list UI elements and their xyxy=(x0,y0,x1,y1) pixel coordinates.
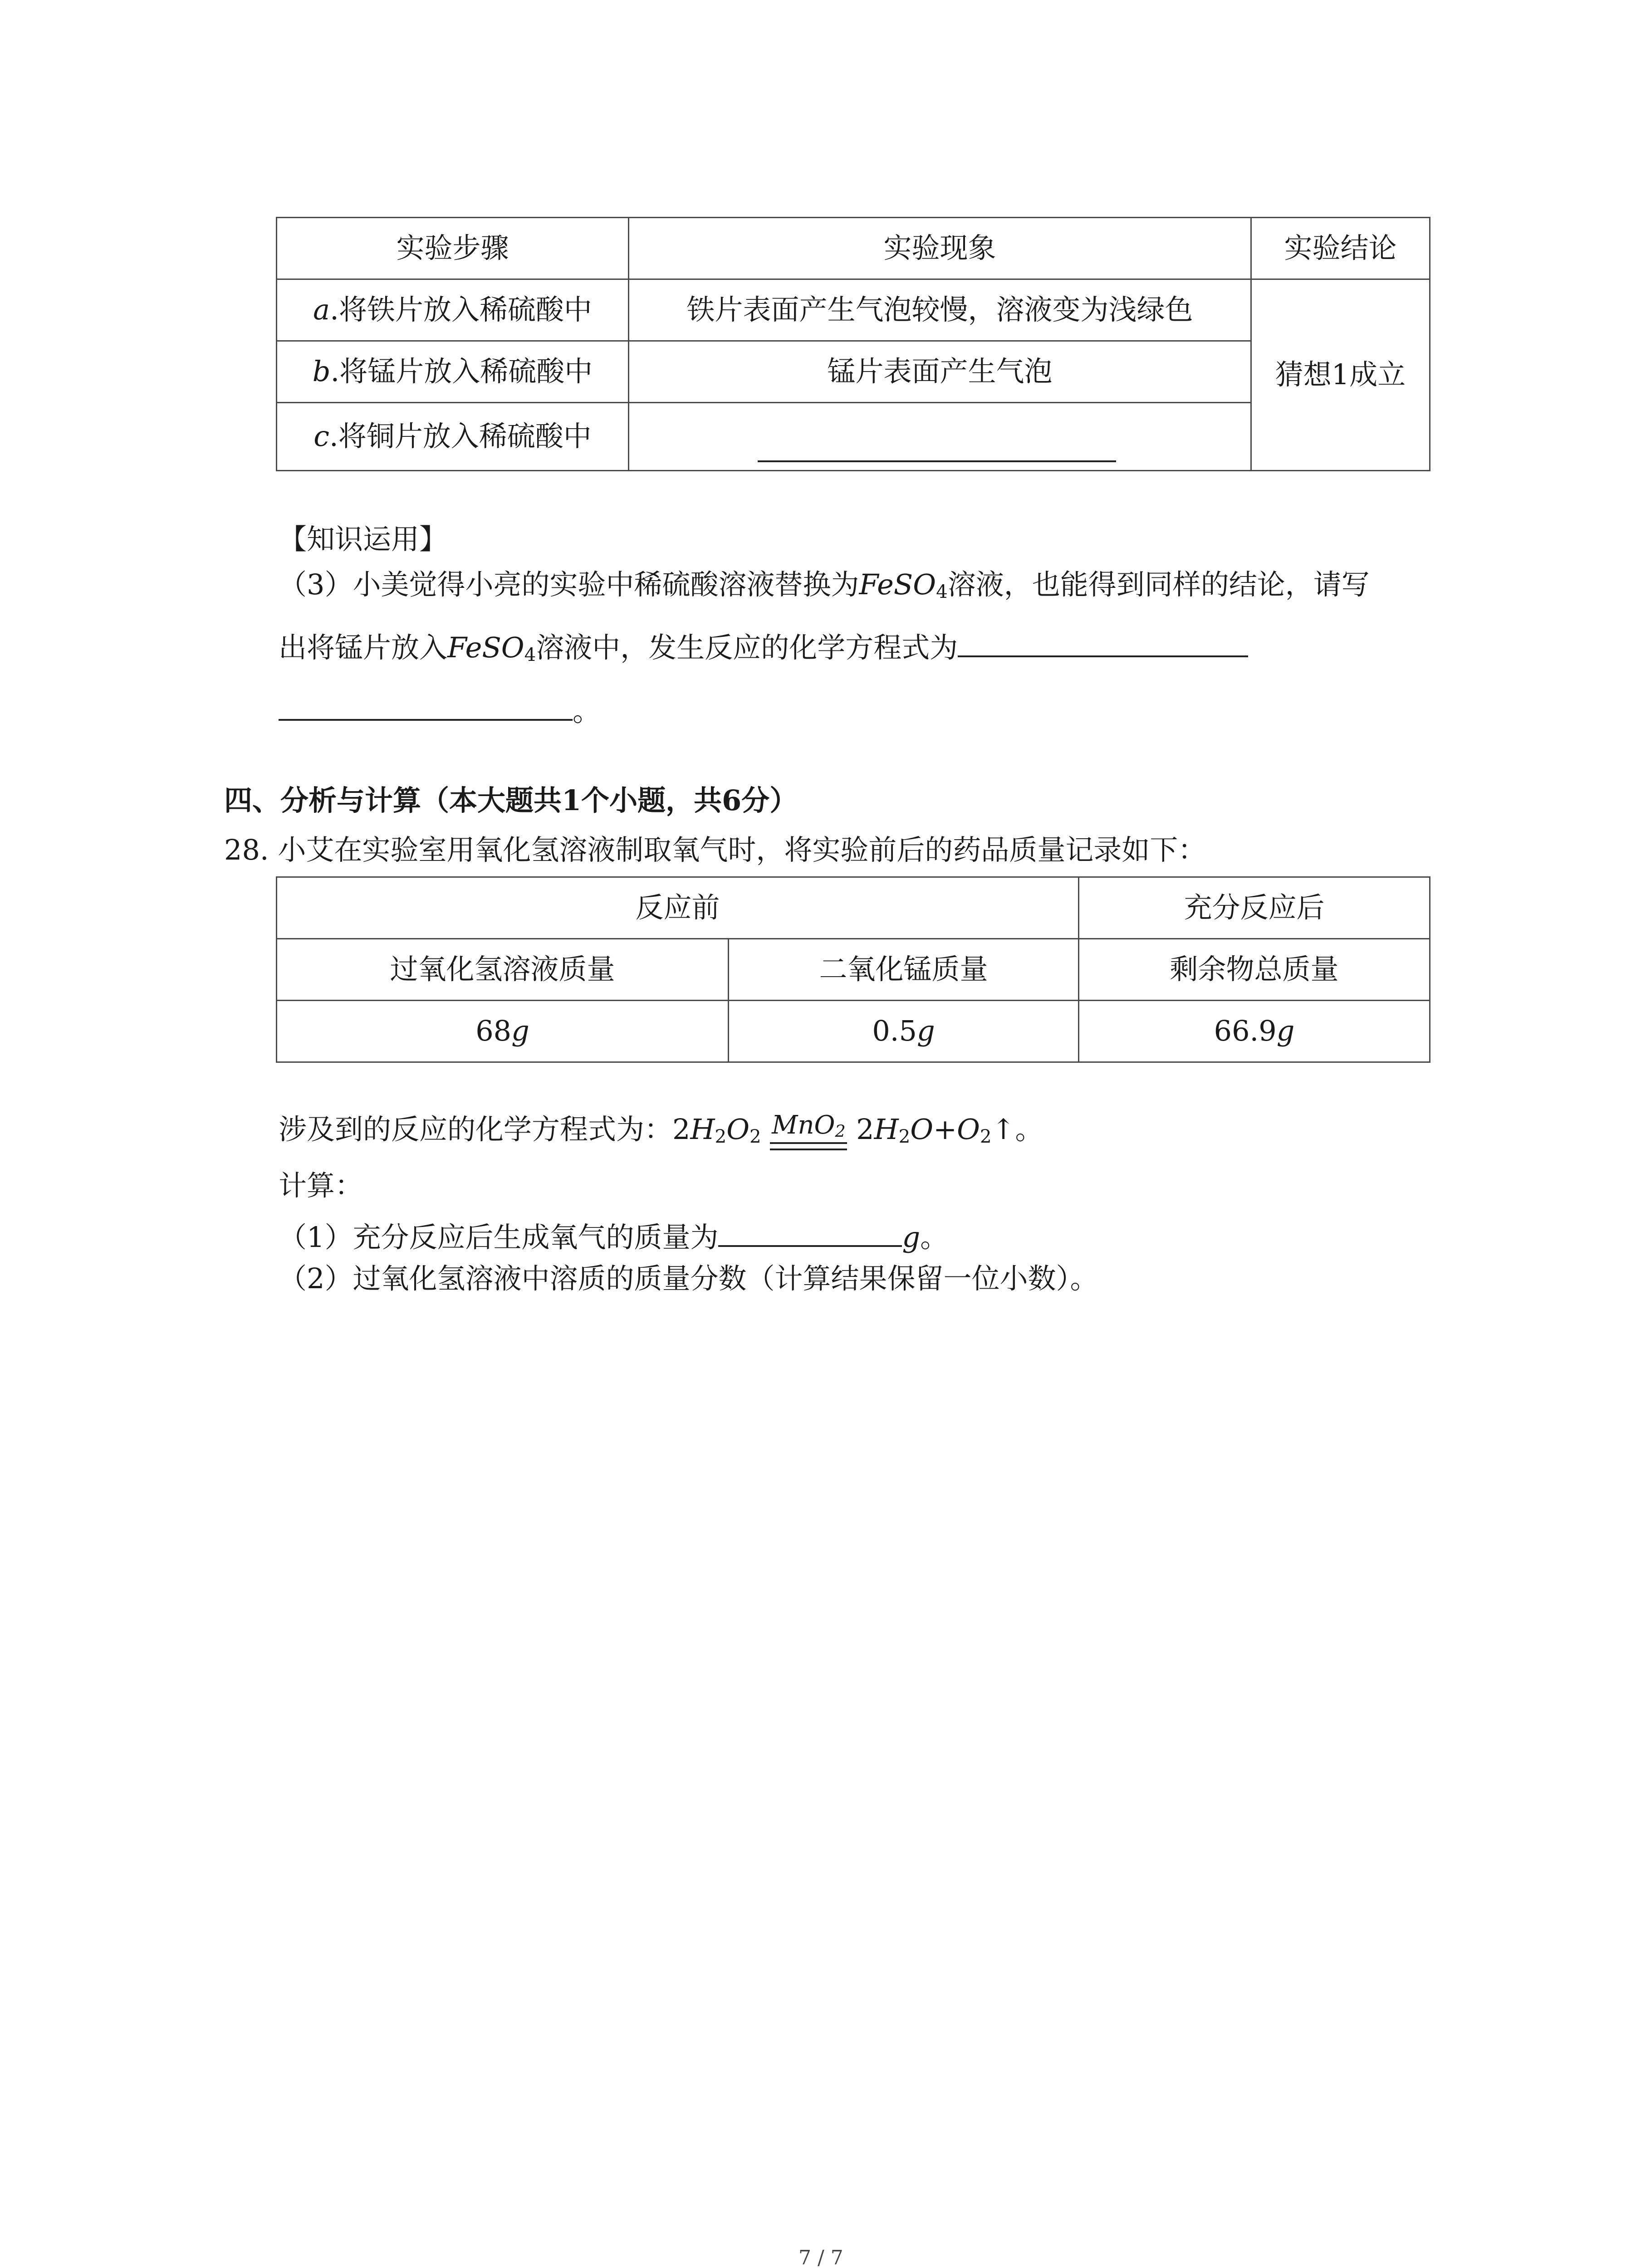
phenomenon-a: 铁片表面产生气泡较慢，溶液变为浅绿色 xyxy=(629,279,1251,341)
header-h2o2-mass: 过氧化氢溶液质量 xyxy=(277,939,729,1001)
header-mno2-mass: 二氧化锰质量 xyxy=(729,939,1079,1001)
oxygen-mass-blank[interactable] xyxy=(718,1218,902,1247)
header-conclusion: 实验结论 xyxy=(1251,218,1430,279)
section-4-title: 四、分析与计算（本大题共1个小题，共6分） xyxy=(224,784,798,817)
header-phenomenon: 实验现象 xyxy=(629,218,1251,279)
calc-question-1: （1）充分反应后生成氧气的质量为 g。 xyxy=(279,1218,948,1255)
value-h2o2-mass: 68g xyxy=(277,1001,729,1062)
step-a: a.将铁片放入稀硫酸中 xyxy=(277,279,629,341)
question-3-line1: （3）小美觉得小亮的实验中稀硫酸溶液替换为FeSO$_4$溶液，也能得到同样的结论，请写 xyxy=(279,568,1370,603)
question-3-line2: 出将锰片放入FeSO$_4$溶液中，发生反应的化学方程式为 xyxy=(279,628,1248,666)
header-after-reaction: 充分反应后 xyxy=(1079,877,1430,939)
value-mno2-mass: 0.5g xyxy=(729,1001,1079,1062)
phenomenon-b: 锰片表面产生气泡 xyxy=(629,341,1251,403)
step-b: b.将锰片放入稀硫酸中 xyxy=(277,341,629,403)
experiment-table xyxy=(276,217,1430,471)
phenomenon-c-blank[interactable] xyxy=(758,460,1116,462)
header-step: 实验步骤 xyxy=(277,218,629,279)
step-c: c.将铜片放入稀硫酸中 xyxy=(277,403,629,471)
calc-heading: 计算： xyxy=(279,1169,363,1202)
calc-question-2: （2）过氧化氢溶液中溶质的质量分数（计算结果保留一位小数）。 xyxy=(279,1262,1098,1295)
equation-answer-blank-2[interactable] xyxy=(279,692,573,721)
knowledge-heading: 【知识运用】 xyxy=(279,523,448,556)
mass-table xyxy=(276,876,1430,1063)
header-before-reaction: 反应前 xyxy=(277,877,1079,939)
header-remaining-mass: 剩余物总质量 xyxy=(1079,939,1430,1001)
catalyst-arrow: MnO$_2$ xyxy=(770,1107,847,1157)
equation-answer-blank-1[interactable] xyxy=(958,628,1248,657)
conclusion-cell: 猜想1成立 xyxy=(1251,279,1430,471)
question-28: 28. 小艾在实验室用氧化氢溶液制取氧气时，将实验前后的药品质量记录如下： xyxy=(224,833,1206,866)
gas-arrow-icon: ↑ xyxy=(991,1113,1015,1146)
value-remaining-mass: 66.9g xyxy=(1079,1001,1430,1062)
page-number: 7 / 7 xyxy=(798,2246,843,2268)
question-3-line3: 。 xyxy=(279,692,601,729)
reaction-equation: 涉及到的反应的化学方程式为：$2H_2O_2$ MnO$_2$ $2H_2O+O_2↑$。 xyxy=(279,1107,1043,1157)
phenomenon-c-blank-cell[interactable] xyxy=(629,403,1251,471)
